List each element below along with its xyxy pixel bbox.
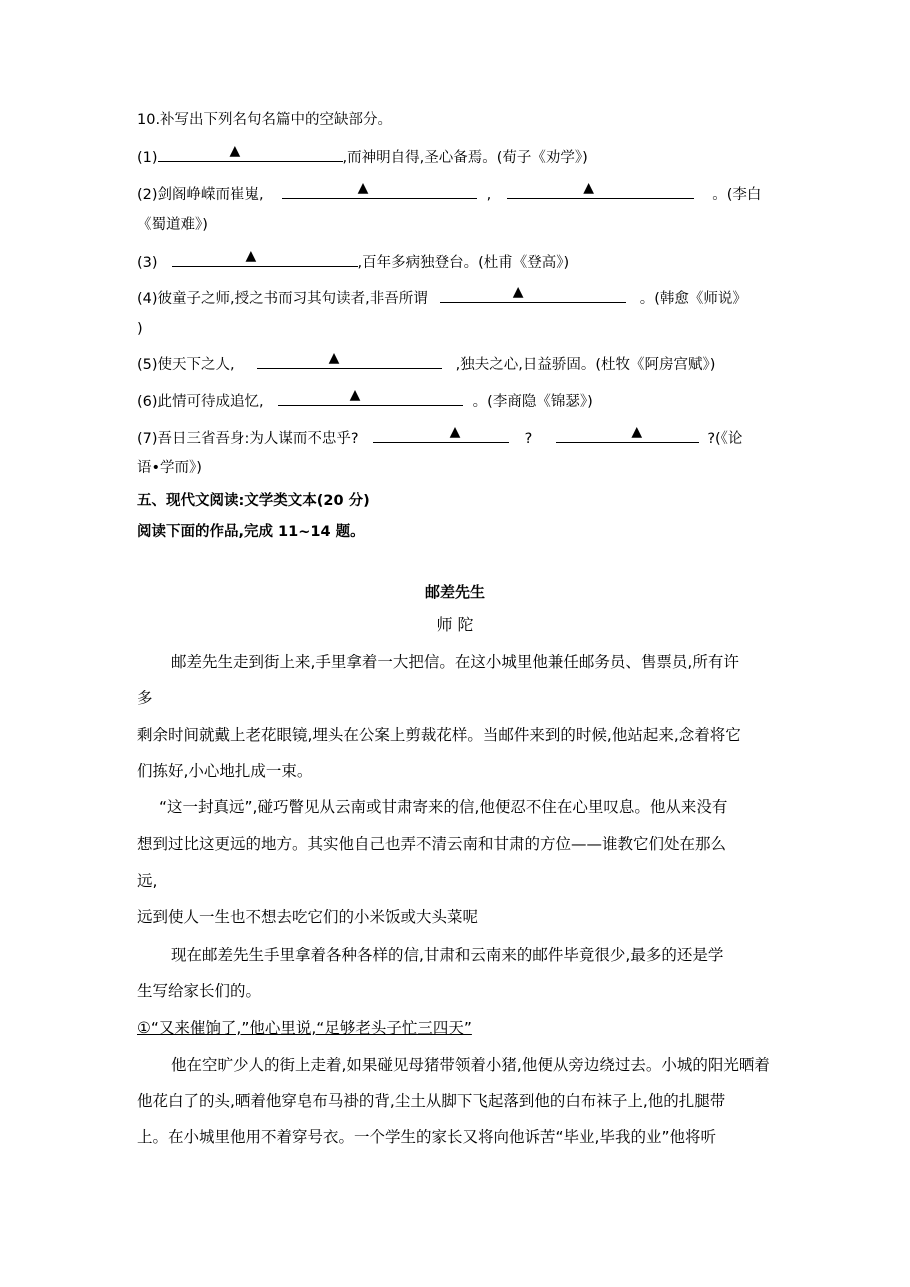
fill-item-7-wrap: 语•学而》): [137, 460, 202, 476]
fill-item-5: [137, 352, 715, 375]
article-line: 生写给家长们的。: [137, 982, 262, 1000]
item-suffix: ?(《论: [707, 431, 743, 447]
item-prefix: (1): [137, 150, 158, 166]
item-prefix: (7)吾日三省吾身:为人谋而不忠乎?: [137, 431, 359, 447]
article-line: “这一封真远”,碰巧瞥见从云南或甘肃寄来的信,他便忍不住在心里叹息。他从来没有: [159, 798, 728, 816]
article-line: 他花白了的头,晒着他穿皂布马褂的背,尘土从脚下飞起落到他的白布袜子上,他的扎腿带: [137, 1092, 726, 1110]
answer-blank[interactable]: [158, 145, 343, 162]
fill-item-2: [137, 182, 761, 205]
fill-item-1: [137, 145, 588, 168]
article-line: 邮差先生走到街上来,手里拿着一大把信。在这小城里他兼任邮务员、售票员,所有许: [171, 653, 739, 671]
fill-item-6: [137, 389, 593, 412]
item-suffix: ,百年多病独登台。(杜甫《登高》): [357, 255, 570, 271]
article-line: 多: [137, 689, 153, 707]
answer-blank[interactable]: [278, 389, 463, 406]
question-10-title: 10.补写出下列名句名篇中的空缺部分。: [137, 112, 393, 128]
fill-item-4: [137, 286, 747, 309]
article-line: 剩余时间就戴上老花眼镜,埋头在公案上剪裁花样。当邮件来到的时候,他站起来,念着将它: [137, 726, 741, 744]
triangle-icon: ▲: [583, 180, 595, 196]
article-line: 上。在小城里他用不着穿号衣。一个学生的家长又将向他诉苦“毕业,毕我的业”他将听: [137, 1128, 716, 1146]
triangle-icon: ▲: [245, 248, 257, 264]
triangle-icon: ▲: [229, 143, 241, 159]
article-line: 们拣好,小心地扎成一束。: [137, 762, 313, 780]
triangle-icon: ▲: [449, 424, 461, 440]
answer-blank[interactable]: [282, 182, 477, 199]
fill-item-7: [137, 426, 742, 449]
article-line: 远,: [137, 872, 158, 890]
article-author: 师 陀: [436, 615, 474, 634]
triangle-icon: ▲: [349, 387, 361, 403]
triangle-icon: ▲: [357, 180, 369, 196]
triangle-icon: ▲: [631, 424, 643, 440]
item-suffix: 。(韩愈《师说》: [639, 291, 747, 307]
triangle-icon: ▲: [328, 350, 340, 366]
item-suffix: 。(李商隐《锦瑟》): [472, 394, 593, 410]
section-instruction: 阅读下面的作品,完成 11~14 题。: [137, 524, 365, 540]
answer-blank[interactable]: [507, 182, 694, 199]
fill-item-3: [137, 250, 569, 273]
answer-blank[interactable]: [440, 286, 626, 303]
item-prefix: (5)使天下之人,: [137, 357, 235, 373]
answer-blank[interactable]: [172, 250, 358, 267]
answer-blank[interactable]: [556, 426, 699, 443]
item-suffix: 。(李白: [712, 187, 762, 203]
fill-item-2-wrap: 《蜀道难》): [137, 217, 208, 233]
item-suffix: ,独夫之心,日益骄固。(杜牧《阿房宫赋》): [455, 357, 716, 373]
item-suffix: ,而神明自得,圣心备焉。(荀子《劝学》): [342, 150, 588, 166]
answer-blank[interactable]: [373, 426, 509, 443]
fill-item-4-wrap: ): [137, 321, 143, 337]
item-prefix: (2)剑阁峥嵘而崔嵬,: [137, 187, 264, 203]
triangle-icon: ▲: [512, 284, 524, 300]
underlined-sentence: ①“又来催饷了,”他心里说,“足够老头子忙三四天”: [137, 1019, 472, 1037]
item-prefix: (6)此情可待成追忆,: [137, 394, 264, 410]
answer-blank[interactable]: [257, 352, 442, 369]
item-separator: ,: [486, 187, 492, 203]
article-line: 现在邮差先生手里拿着各种各样的信,甘肃和云南来的邮件毕竟很少,最多的还是学: [171, 946, 724, 964]
item-prefix: (3): [137, 255, 158, 271]
article-title: 邮差先生: [424, 583, 485, 601]
article-line: 他在空旷少人的街上走着,如果碰见母猪带领着小猪,他便从旁边绕过去。小城的阳光晒着: [171, 1056, 770, 1074]
item-separator: ?: [524, 431, 533, 447]
section-heading: 五、现代文阅读:文学类文本(20 分): [137, 493, 370, 509]
article-line: 想到过比这更远的地方。其实他自己也弄不清云南和甘肃的方位——谁教它们处在那么: [137, 835, 727, 853]
item-prefix: (4)彼童子之师,授之书而习其句读者,非吾所谓: [137, 291, 428, 307]
article-line: 远到使人一生也不想去吃它们的小米饭或大头菜呢: [137, 908, 479, 926]
